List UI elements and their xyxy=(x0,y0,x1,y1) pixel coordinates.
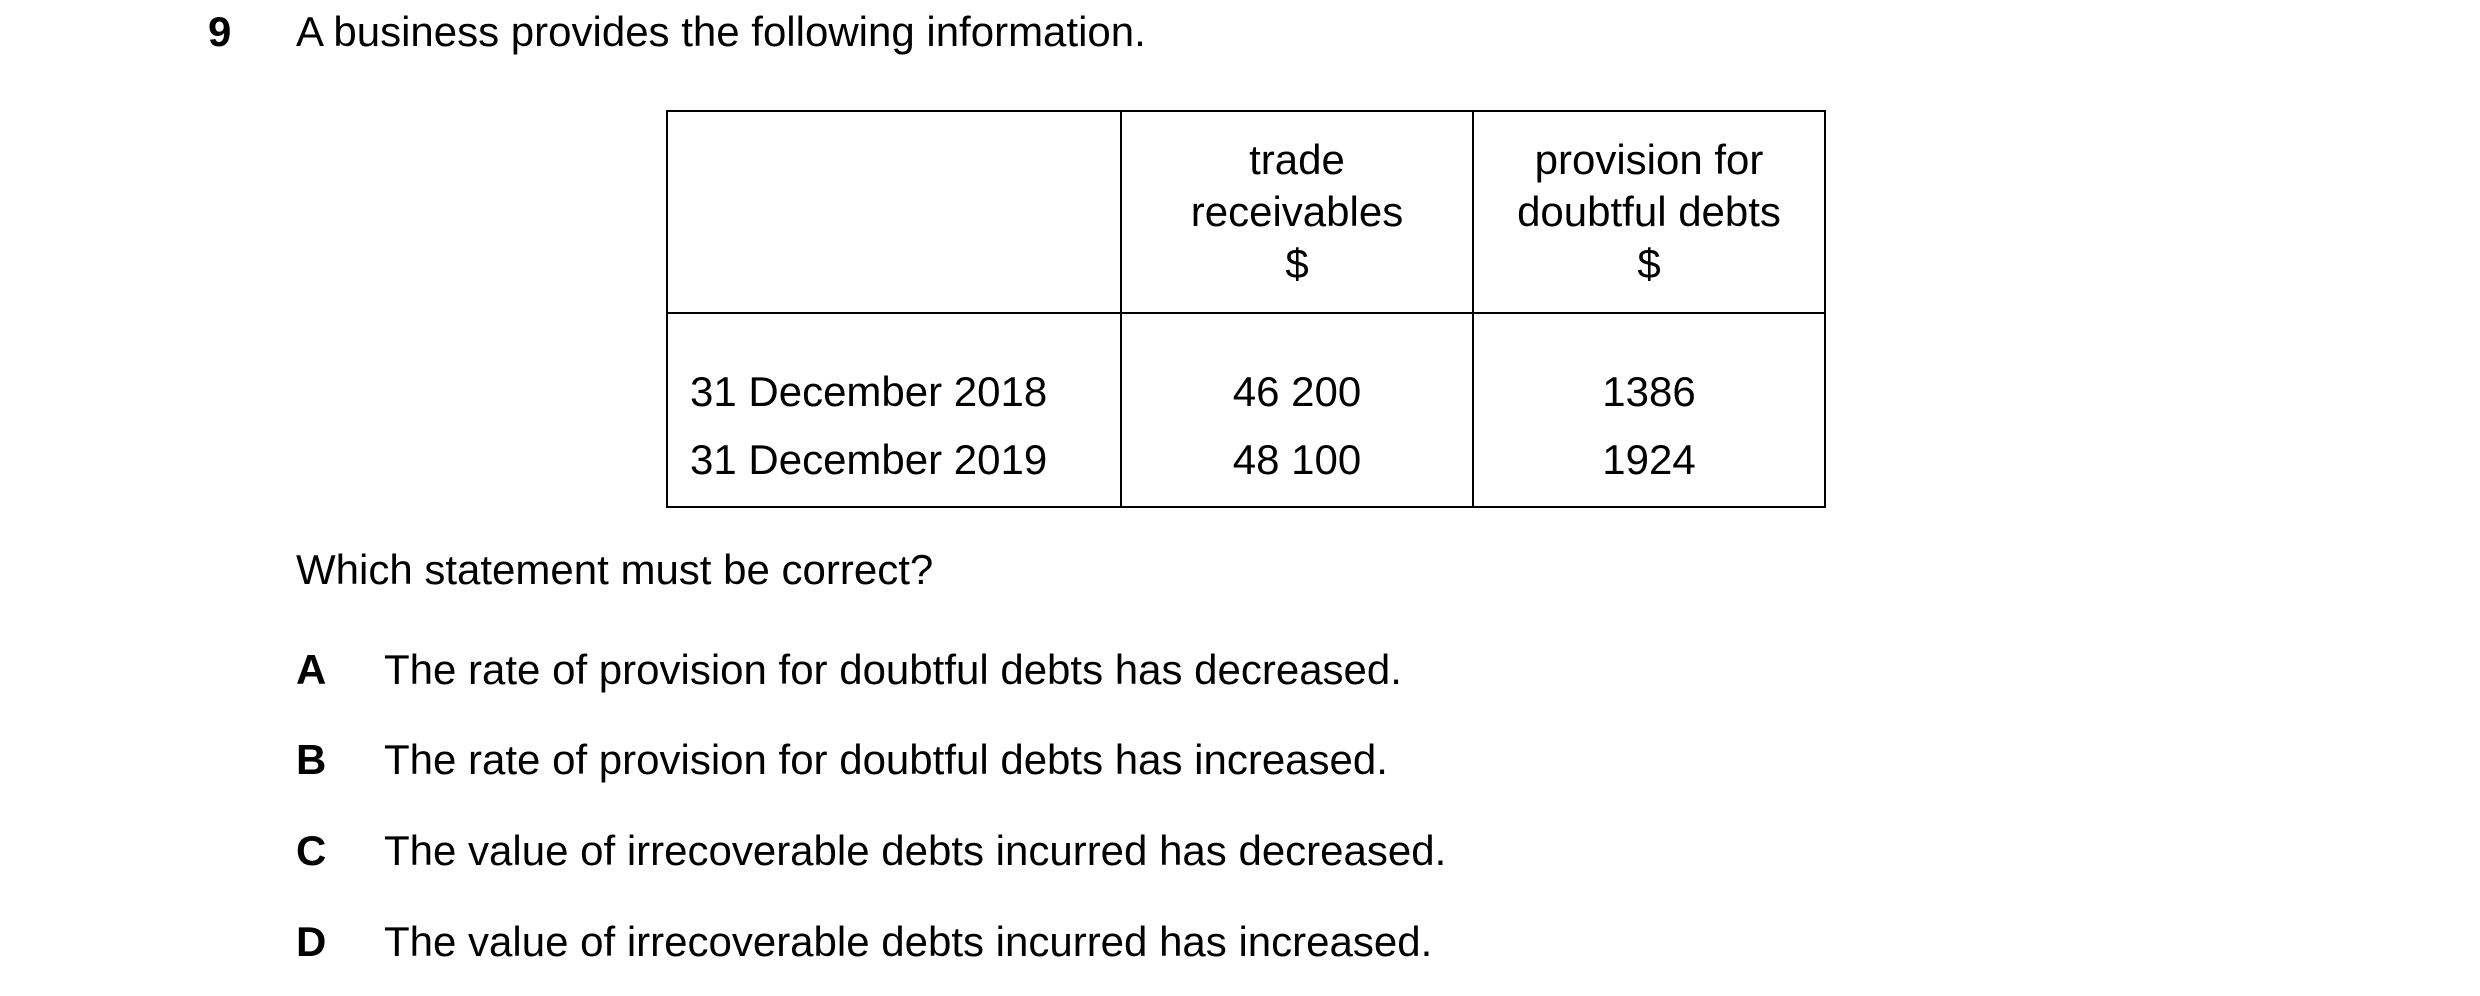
option-letter: B xyxy=(296,736,327,783)
header-trade-receivables-line-2: receivables xyxy=(1190,188,1404,235)
option-c[interactable] xyxy=(296,823,1446,879)
option-letter: D xyxy=(296,918,327,965)
table-header-row xyxy=(667,111,1825,313)
row-date: 31 December 2019 xyxy=(667,420,1121,507)
information-table xyxy=(666,110,1826,508)
row-date: 31 December 2018 xyxy=(667,313,1121,420)
row-provision: 1386 xyxy=(1473,313,1825,420)
header-provision-line-2: doubtful debts xyxy=(1517,188,1781,235)
row-trade-receivables: 48 100 xyxy=(1121,420,1473,507)
header-provision-unit: $ xyxy=(1637,240,1661,287)
option-d[interactable] xyxy=(296,914,1432,970)
table-row xyxy=(667,420,1825,507)
header-provision xyxy=(1473,111,1825,313)
header-provision-line-1: provision for xyxy=(1534,136,1764,183)
header-trade-receivables-line-1: trade xyxy=(1249,136,1345,183)
question-prompt: Which statement must be correct? xyxy=(296,546,934,593)
option-letter: C xyxy=(296,827,327,874)
option-b[interactable] xyxy=(296,732,1388,788)
option-text: The rate of provision for doubtful debts has decreased. xyxy=(384,646,1402,693)
header-trade-receivables-unit: $ xyxy=(1285,240,1309,287)
header-trade-receivables xyxy=(1121,111,1473,313)
row-trade-receivables: 46 200 xyxy=(1121,313,1473,420)
option-text: The rate of provision for doubtful debts has increased. xyxy=(384,736,1388,783)
option-a[interactable] xyxy=(296,642,1402,698)
question-number: 9 xyxy=(208,8,232,55)
option-text: The value of irrecoverable debts incurred has increased. xyxy=(384,918,1433,965)
question-intro: A business provides the following information. xyxy=(296,8,1146,55)
table-row xyxy=(667,313,1825,420)
option-text: The value of irrecoverable debts incurred has decreased. xyxy=(384,827,1447,874)
option-letter: A xyxy=(296,646,327,693)
header-blank xyxy=(667,111,1121,313)
row-provision: 1924 xyxy=(1473,420,1825,507)
